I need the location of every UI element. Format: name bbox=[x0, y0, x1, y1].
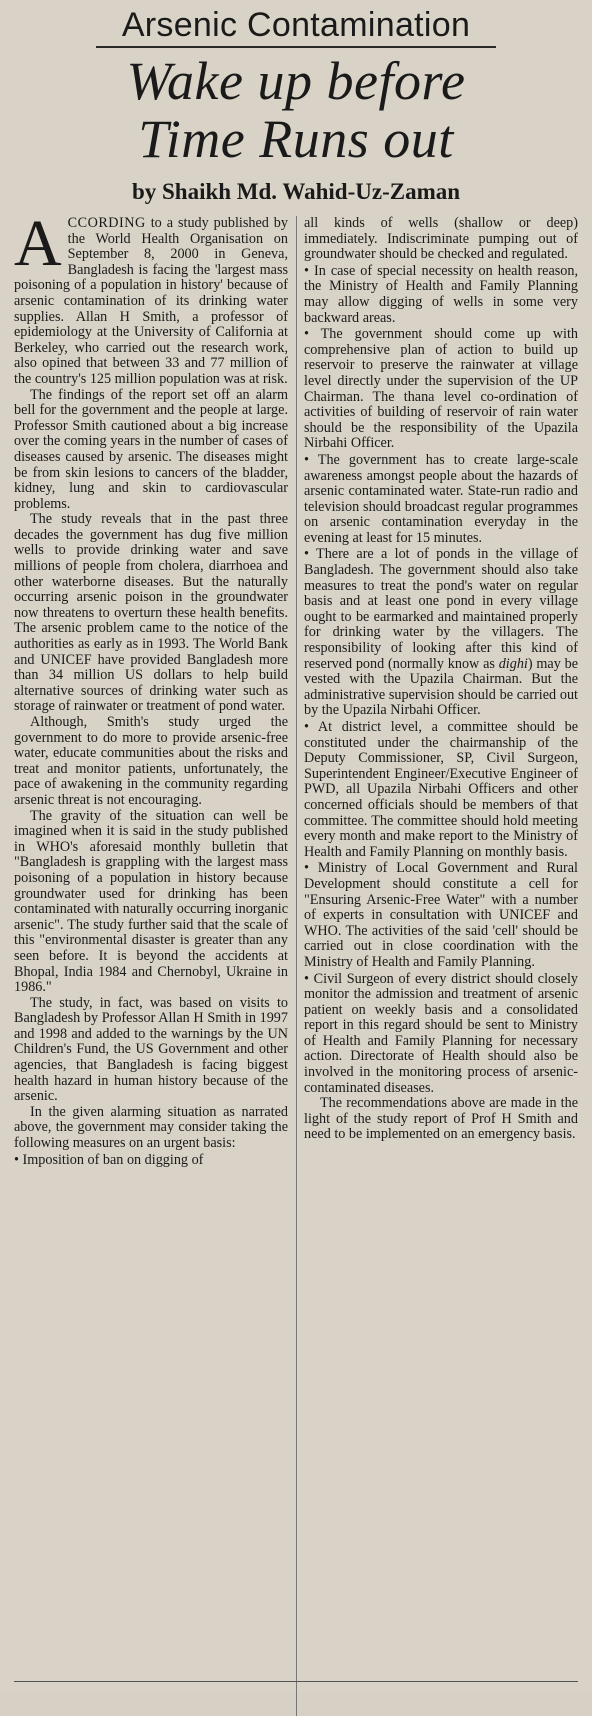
paragraph-2: The findings of the report set off an alarm bell for the government and the people at large. Professor Smith cautioned about a big increase over the coming years in the number of cases of diseases caused by arsenic. The diseases might be from skin lesions to cancers of the bladder, kidney, lung and skin to cardiovascular problems. bbox=[14, 386, 288, 512]
closing-paragraph: The recommendations above are made in the light of the study report of Prof H Smith and need to be implemented on an emergency basis. bbox=[304, 1095, 578, 1143]
column-divider bbox=[296, 216, 297, 1716]
bullet-1-start: • Imposition of ban on digging of bbox=[14, 1151, 204, 1168]
bullet-5-text-b: ) may be vested with the Upazila Chairman. But the administrative supervision should be carried out by the Upazila Nirbahi Officer. bbox=[304, 655, 578, 719]
bullet-5-italic-term: dighi bbox=[498, 655, 528, 672]
lead-caps: CCORDING bbox=[67, 216, 146, 231]
paragraph-1-text: to a study published by the World Health Organisation on September 8, 2000 in Geneva, Bangladesh is facing the 'largest mass poisoning of a population in history' because of arsenic contamination of its drinking water supplies. Allan H Smith, a professor of epidemiology at the University of California at Berkeley, who carried out the research work, also opined that between 33 and 77 million of the country's 125 million population was at risk. bbox=[14, 216, 288, 387]
paragraph-3: The study reveals that in the past three decades the government has dug five million wells to provide drinking water and save millions of people from cholera, diarrhoea and other waterborne diseases. But the naturally occurring arsenic poison in the groundwater now threatens to overturn these health benefits. The arsenic problem came to the notice of the authorities as early as in 1993. The World Bank and UNICEF have provided Bangladesh more than 34 million US dollars to help build alternative sources of drinking water such as storage of rainwater or treatment of pond water. bbox=[14, 511, 288, 715]
drop-cap: A bbox=[14, 216, 62, 280]
byline: by Shaikh Md. Wahid-Uz-Zaman bbox=[131, 179, 461, 204]
headline bbox=[14, 52, 578, 168]
bullet-6: • At district level, a committee should be constituted under the chairmanship of the Deputy Commissioner, SP, Civil Surgeon, Superintendent Engineer/Executive Engineer of PWD, all Upazila Nirbahi Officers and other concerned officials should be members of that committee. The committee should hold meeting every month and make report to the Ministry of Health and Family Planning on monthly basis. bbox=[304, 719, 578, 860]
left-column bbox=[14, 216, 288, 1168]
article-body bbox=[14, 216, 578, 1716]
paragraph-1 bbox=[14, 216, 288, 388]
section-kicker: Arsenic Contamination bbox=[96, 6, 496, 48]
paragraph-4: Although, Smith's study urged the government to do more to provide arsenic-free water, educate communities about the risks and treat and monitor patients, unfortunately, the pace of awakening in the community regarding arsenic threat is not encouraging. bbox=[14, 714, 288, 808]
paragraph-7: In the given alarming situation as narrated above, the government may consider taking the following measures on an urgent basis: bbox=[14, 1103, 288, 1152]
bottom-rule bbox=[14, 1681, 578, 1682]
bullet-8: • Civil Surgeon of every district should closely monitor the admission and treatment of arsenic patient on weekly basis and a consolidated report in this regard should be sent to Ministry of Health and Family Planning for necessary action. Directorate of Health should also be involved in the monitoring process of arsenic-contaminated diseases. bbox=[304, 970, 578, 1096]
paragraph-6: The study, in fact, was based on visits to Bangladesh by Professor Allan H Smith in 1997 and 1998 and added to the warnings by the UN Children's Fund, the US Government and other agencies, that Bangladesh is facing biggest health hazard in human history because of the arsenic. bbox=[14, 994, 288, 1105]
bullet-5-text-a: • There are a lot of ponds in the village of Bangladesh. The government should also take measures to treat the pond's water on regular basis and at least one pond in every village ought to be earmarked and maintained properly for drinking water by the villagers. The responsibility of looking after this kind of reserved pond (normally know as bbox=[304, 546, 578, 672]
bullet-4: • The government has to create large-scale awareness amongst people about the hazards of arsenic contaminated water. State-run radio and television should broadcast regular programmes on arsenic contamination everyday in the evening at least for 15 minutes. bbox=[304, 451, 578, 546]
bullet-1-continued: all kinds of wells (shallow or deep) immediately. Indiscriminate pumping out of groundwater should be checked and regulated. bbox=[304, 216, 578, 263]
headline-line-2: Time Runs out bbox=[138, 109, 454, 169]
bullet-5 bbox=[304, 547, 578, 719]
headline-line-1: Wake up before bbox=[126, 51, 466, 111]
right-column bbox=[304, 216, 578, 1143]
paragraph-5: The gravity of the situation can well be imagined when it is said in the study published in WHO's aforesaid monthly bulletin that "Bangladesh is grappling with the largest mass poisoning of a population in history because groundwater used for drinking has been contaminated with naturally occurring inorganic arsenic". The study further said that the scale of this "environmental disaster is greater than any seen before. It is beyond the accidents at Bhopal, India 1984 and Chernobyl, Ukraine in 1986." bbox=[14, 807, 288, 996]
bullet-7: • Ministry of Local Government and Rural Development should constitute a cell for "Ensuring Arsenic-Free Water" with a number of experts in consultation with UNICEF and WHO. The activities of the said 'cell' should be carried out in close coordination with the Ministry of Health and Family Planning. bbox=[304, 860, 578, 970]
bullet-3: • The government should come up with comprehensive plan of action to build up reservoir to preserve the rainwater at village level directly under the supervision of the UP Chairman. The thana level co-ordination of activities of building of reservoir of rain water should be the responsibility of the Upazila Nirbahi Officer. bbox=[304, 326, 578, 452]
bullet-2: • In case of special necessity on health reason, the Ministry of Health and Family Planning may allow digging of wells in some very backward areas. bbox=[304, 262, 578, 326]
